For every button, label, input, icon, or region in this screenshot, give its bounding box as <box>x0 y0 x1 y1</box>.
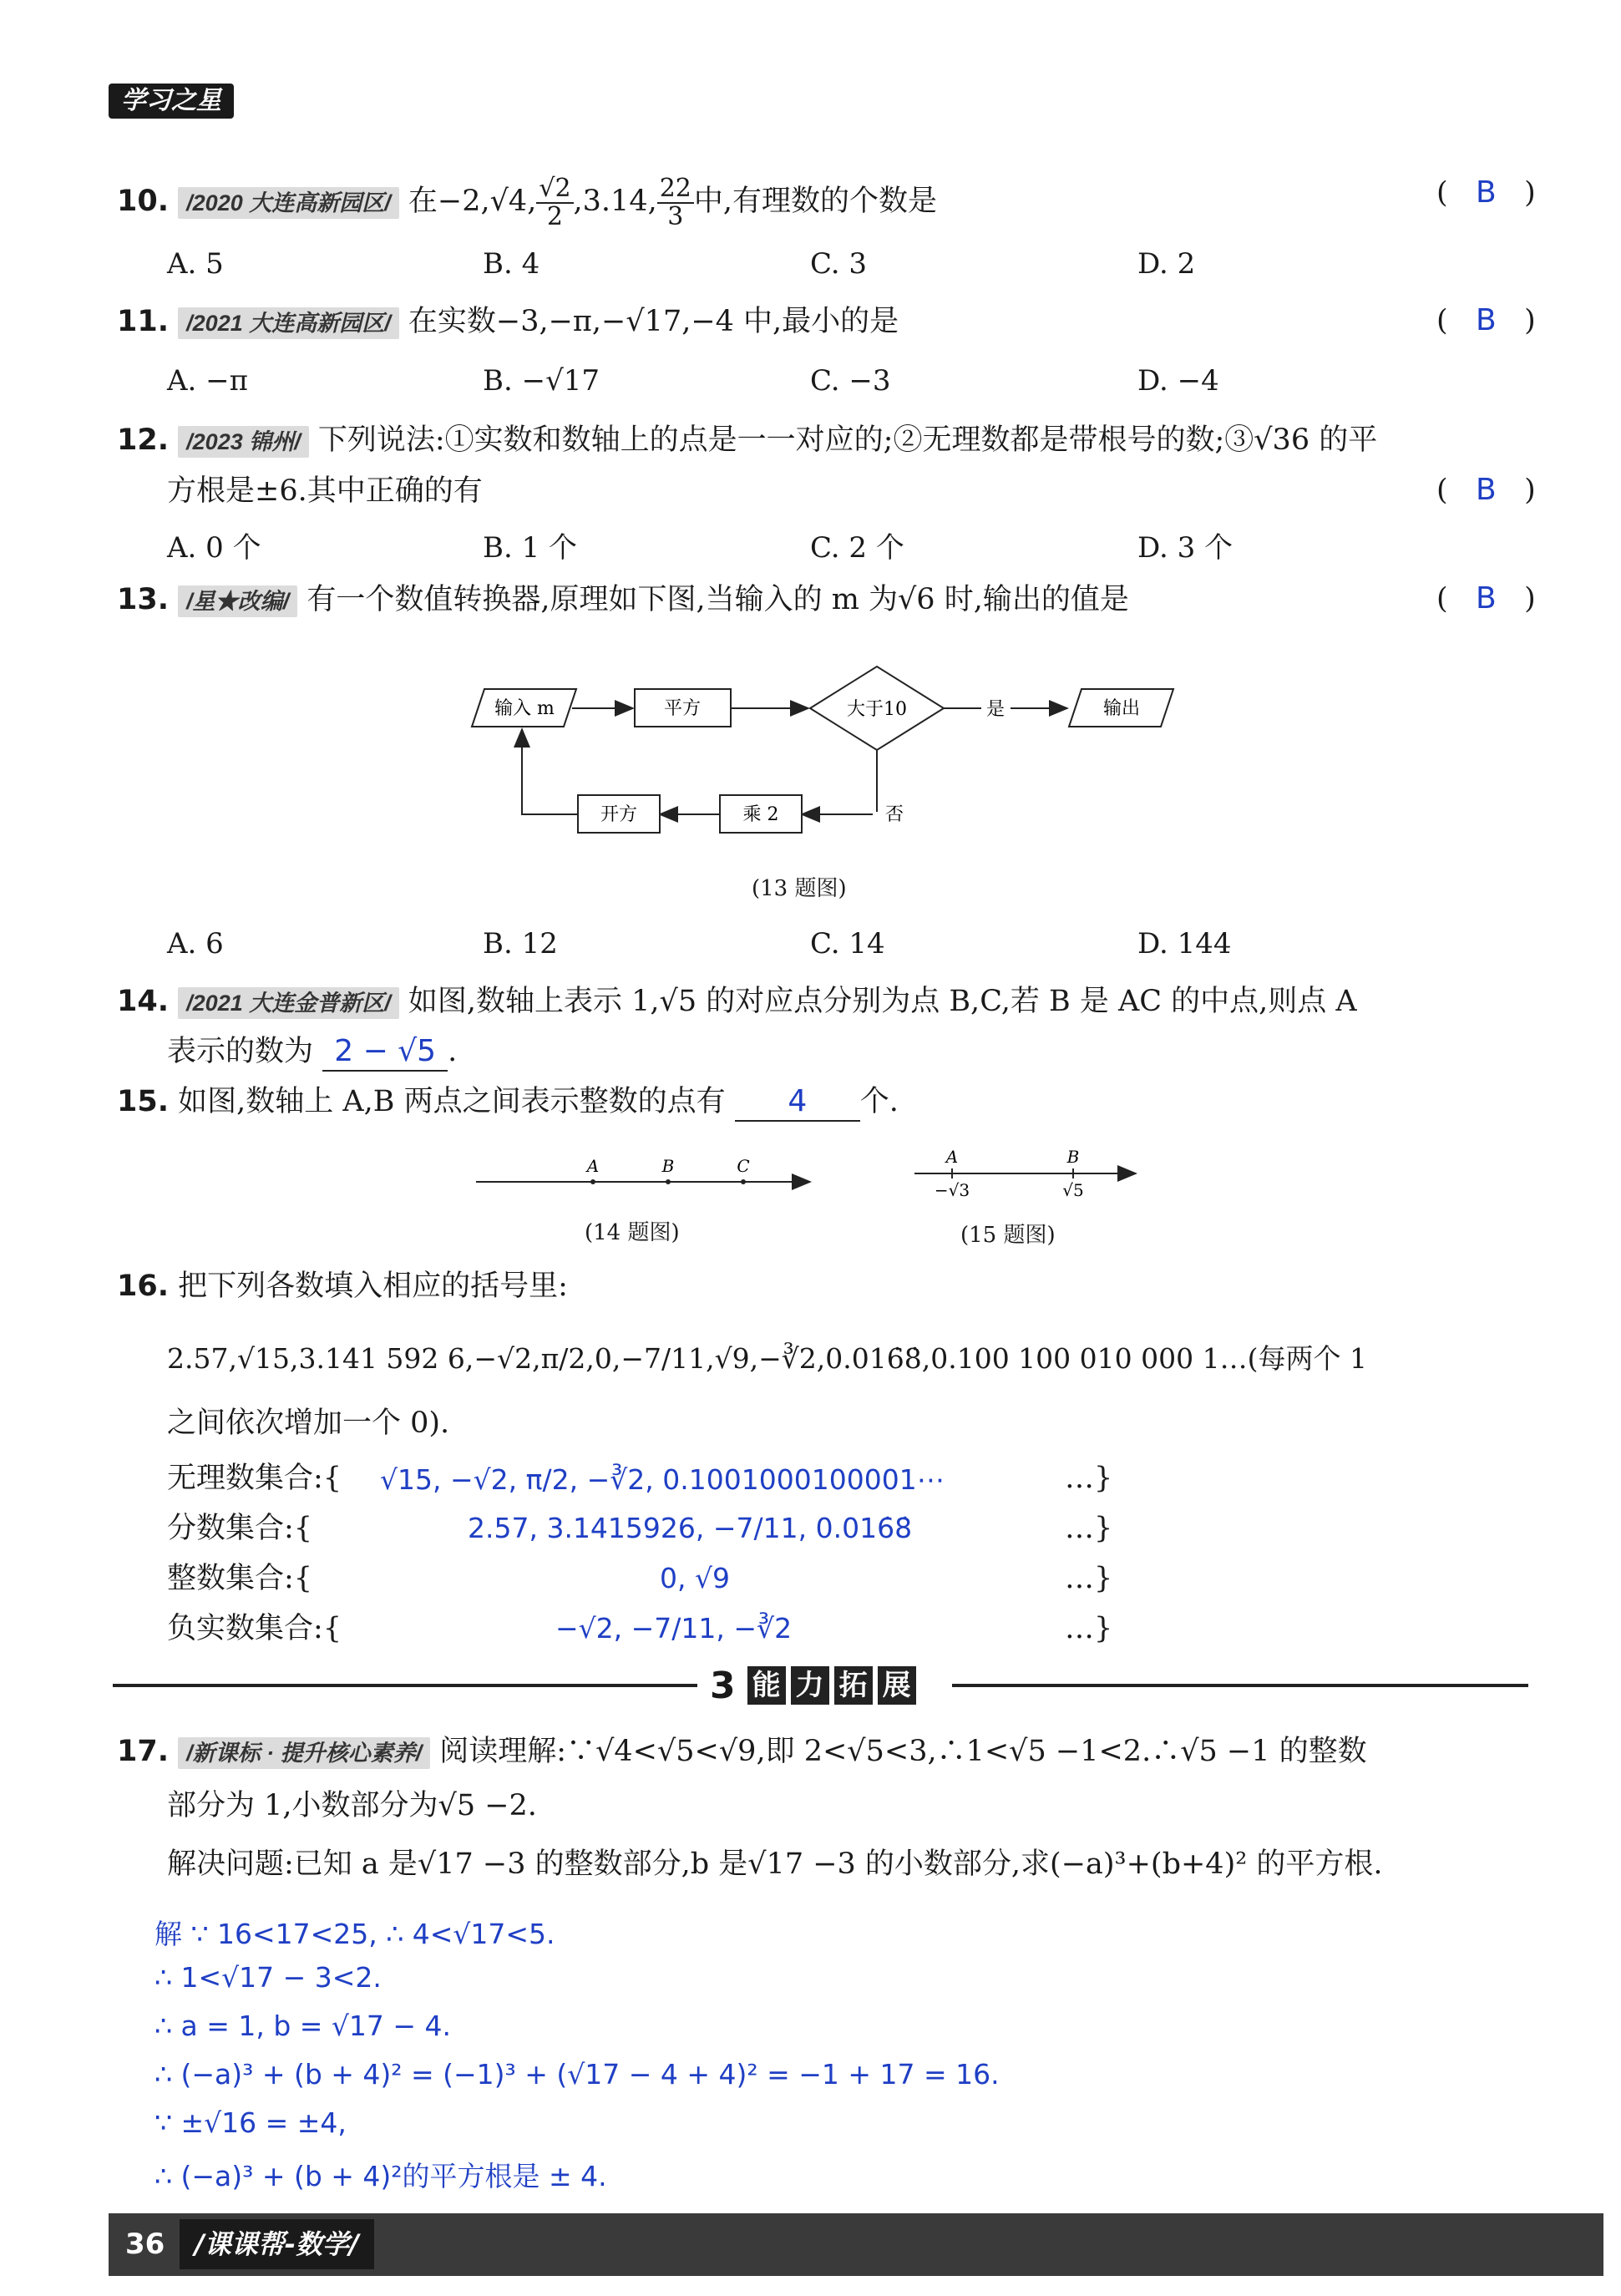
question-11 <box>117 303 899 340</box>
question-number: 14. <box>117 985 170 1018</box>
stem-text: 在−2, <box>408 185 490 218</box>
question-13 <box>117 581 1129 618</box>
fraction <box>536 175 573 230</box>
section-char: 力 <box>791 1666 829 1705</box>
option-b: B. −√17 <box>483 364 600 398</box>
answer: 2 − √5 <box>334 1034 437 1068</box>
answer-bracket <box>1436 581 1536 616</box>
brand-logo: 学习之星 <box>109 84 234 119</box>
fraction-bottom: 2 <box>546 201 563 231</box>
stem-text: ,3.14, <box>573 185 657 218</box>
times2-label: 乘 2 <box>742 804 779 825</box>
stem-text: 表示的数为 <box>167 1035 314 1068</box>
source-tag: /2020 大连高新园区/ <box>178 187 399 219</box>
period: . <box>448 1035 458 1068</box>
bracket-close: ) <box>1524 176 1536 210</box>
option-c: C. 3 <box>810 247 868 281</box>
option-c: C. 14 <box>810 927 885 960</box>
stem-text: , <box>527 185 537 218</box>
no-label: 否 <box>885 804 904 825</box>
label-b: B <box>1066 1147 1080 1167</box>
fraction <box>657 175 694 230</box>
bracket-open: ( <box>1436 474 1448 507</box>
section-char: 能 <box>747 1666 786 1705</box>
set-label: 无理数集合:{ <box>167 1462 342 1495</box>
section-number: 3 <box>710 1664 736 1707</box>
solution-line: ∴ 1<√17 − 3<2. <box>155 1961 382 1994</box>
stem-text-line2: 部分为 1,小数部分为√5 −2. <box>167 1789 537 1822</box>
question-number: 10. <box>117 185 170 218</box>
square-label: 平方 <box>663 698 702 719</box>
source-tag: /新课标 · 提升核心素养/ <box>178 1737 430 1769</box>
solution-line: 解 ∵ 16<17<25, ∴ 4<√17<5. <box>155 1918 555 1950</box>
question-16 <box>117 1268 568 1305</box>
section-divider-left <box>113 1684 697 1687</box>
output-label: 输出 <box>1102 698 1141 719</box>
question-number: 13. <box>117 583 170 616</box>
figure-caption: (14 题图) <box>585 1220 680 1245</box>
label-a: A <box>945 1147 959 1167</box>
compare-label: 大于10 <box>847 699 907 720</box>
fill-blank <box>735 1083 860 1122</box>
set-answer: 2.57, 3.1415926, −7/11, 0.016̇8̇ <box>468 1512 913 1544</box>
stem-text: 个. <box>859 1085 899 1118</box>
section-banner <box>710 1665 916 1706</box>
flowchart-diagram <box>468 626 1186 852</box>
source-tag: /星★改编/ <box>178 585 297 617</box>
stem-text-line2: 方根是±6.其中正确的有 <box>167 474 483 508</box>
label-b: B <box>661 1156 675 1176</box>
option-c: C. 2 个 <box>810 531 904 565</box>
option-b: B. 4 <box>483 247 540 281</box>
solution-line: ∵ ±√16 = ±4, <box>155 2106 347 2139</box>
solution-line: ∴ a = 1, b = √17 − 4. <box>155 2010 452 2042</box>
set-end: …} <box>1065 1612 1113 1645</box>
number-line-15 <box>910 1144 1144 1207</box>
numbers-list: 2.57,√15,3.141 592 6,−√2,π/2,0,−7/11,√9,−∛2,0.016̇8̇,0.100 100 010 000 1…(每两个 1 <box>167 1342 1367 1375</box>
question-number: 15. <box>117 1085 170 1118</box>
question-number: 17. <box>117 1735 170 1768</box>
yes-label: 是 <box>985 699 1006 720</box>
source-tag: /2023 锦州/ <box>178 426 309 458</box>
arrow <box>522 729 578 814</box>
question-10 <box>117 175 937 230</box>
footer-title: /课课帮-数学/ <box>180 2219 374 2269</box>
figure-caption: (15 题图) <box>960 1223 1056 1248</box>
stem-text: √4 <box>489 185 528 218</box>
stem-text: 中,有理数的个数是 <box>693 185 938 218</box>
question-number: 11. <box>117 305 170 338</box>
figure-caption: (13 题图) <box>752 876 847 901</box>
option-b: B. 12 <box>483 927 558 960</box>
set-end: …} <box>1065 1512 1113 1545</box>
bracket-close: ) <box>1524 304 1536 337</box>
stem-text: 有一个数值转换器,原理如下图,当输入的 m 为√6 时,输出的值是 <box>306 583 1129 616</box>
option-d: D. 3 个 <box>1137 531 1233 565</box>
section-char: 展 <box>878 1666 916 1705</box>
solution-line: ∴ (−a)³ + (b + 4)²的平方根是 ± 4. <box>155 2160 607 2192</box>
set-answer: −√2, −7/11, −∛2 <box>555 1612 793 1645</box>
number-line-14 <box>468 1148 818 1199</box>
bracket-close: ) <box>1524 474 1536 507</box>
answer-bracket <box>1436 303 1536 337</box>
question-15 <box>117 1083 899 1122</box>
option-a: A. 0 个 <box>167 531 261 565</box>
stem-text: 如图,数轴上 A,B 两点之间表示整数的点有 <box>178 1085 726 1118</box>
answer-bracket <box>1436 473 1536 507</box>
option-d: D. 144 <box>1137 927 1232 960</box>
question-number: 16. <box>117 1270 170 1303</box>
question-17 <box>117 1733 1367 1770</box>
option-a: A. 5 <box>167 247 224 281</box>
source-tag: /2021 大连高新园区/ <box>178 307 399 339</box>
answer: B <box>1476 581 1497 616</box>
option-d: D. −4 <box>1137 364 1219 398</box>
set-label: 整数集合:{ <box>167 1562 313 1595</box>
fraction-top: 22 <box>657 175 694 204</box>
option-c: C. −3 <box>810 364 891 398</box>
question-number: 12. <box>117 423 170 457</box>
set-end: …} <box>1065 1562 1113 1595</box>
option-a: A. −π <box>167 364 249 398</box>
point-b <box>666 1179 671 1184</box>
fraction-bottom: 3 <box>667 201 684 231</box>
stem-text-line3: 解决问题:已知 a 是√17 −3 的整数部分,b 是√17 −3 的小数部分,求(−a)³+(b+4)² 的平方根. <box>167 1847 1383 1881</box>
fraction-top: √2 <box>536 175 573 204</box>
page-number: 36 <box>125 2228 165 2261</box>
label-c: C <box>737 1156 750 1176</box>
bracket-open: ( <box>1436 176 1448 210</box>
option-a: A. 6 <box>167 927 224 960</box>
set-answer: 0, √9 <box>660 1562 730 1594</box>
stem-text: 下列说法:①实数和数轴上的点是一一对应的;②无理数都是带根号的数;③√36 的平 <box>317 423 1378 457</box>
option-b: B. 1 个 <box>483 531 578 565</box>
solution-line: ∴ (−a)³ + (b + 4)² = (−1)³ + (√17 − 4 + 4)² = −1 + 17 = 16. <box>155 2058 1000 2091</box>
section-divider-right <box>952 1684 1528 1687</box>
stem-text: 如图,数轴上表示 1,√5 的对应点分别为点 B,C,若 B 是 AC 的中点,则点 A <box>408 985 1357 1018</box>
option-d: D. 2 <box>1137 247 1196 281</box>
point-a <box>590 1179 595 1184</box>
source-tag: /2021 大连金普新区/ <box>178 987 399 1019</box>
question-14 <box>117 983 1357 1020</box>
answer-bracket <box>1436 175 1536 210</box>
set-label: 分数集合:{ <box>167 1512 313 1545</box>
set-end: …} <box>1065 1462 1113 1495</box>
value-a: −√3 <box>934 1180 970 1200</box>
section-char: 拓 <box>834 1666 873 1705</box>
bracket-open: ( <box>1436 304 1448 337</box>
fill-blank <box>322 1033 448 1072</box>
answer: 4 <box>788 1084 808 1118</box>
bracket-open: ( <box>1436 582 1448 616</box>
input-label: 输入 m <box>494 698 555 719</box>
numbers-list-line2: 之间依次增加一个 0). <box>167 1406 450 1440</box>
answer: B <box>1476 303 1497 337</box>
stem-text: 阅读理解:∵√4<√5<√9,即 2<√5<3,∴1<√5 −1<2.∴√5 −1 的整数 <box>439 1735 1367 1768</box>
answer: B <box>1476 175 1497 210</box>
stem-text: 在实数−3,−π,−√17,−4 中,最小的是 <box>408 305 899 338</box>
set-label: 负实数集合:{ <box>167 1612 342 1645</box>
answer: B <box>1476 473 1497 507</box>
question-12 <box>117 422 1377 459</box>
set-answer: √15, −√2, π/2, −∛2, 0.1001000100001⋯ <box>380 1463 945 1496</box>
value-b: √5 <box>1062 1180 1084 1200</box>
question-14-line2 <box>167 1033 457 1072</box>
root-label: 开方 <box>600 804 638 825</box>
stem-text: 把下列各数填入相应的括号里: <box>178 1270 568 1303</box>
bracket-close: ) <box>1524 582 1536 616</box>
label-a: A <box>586 1156 600 1176</box>
point-c <box>741 1179 746 1184</box>
